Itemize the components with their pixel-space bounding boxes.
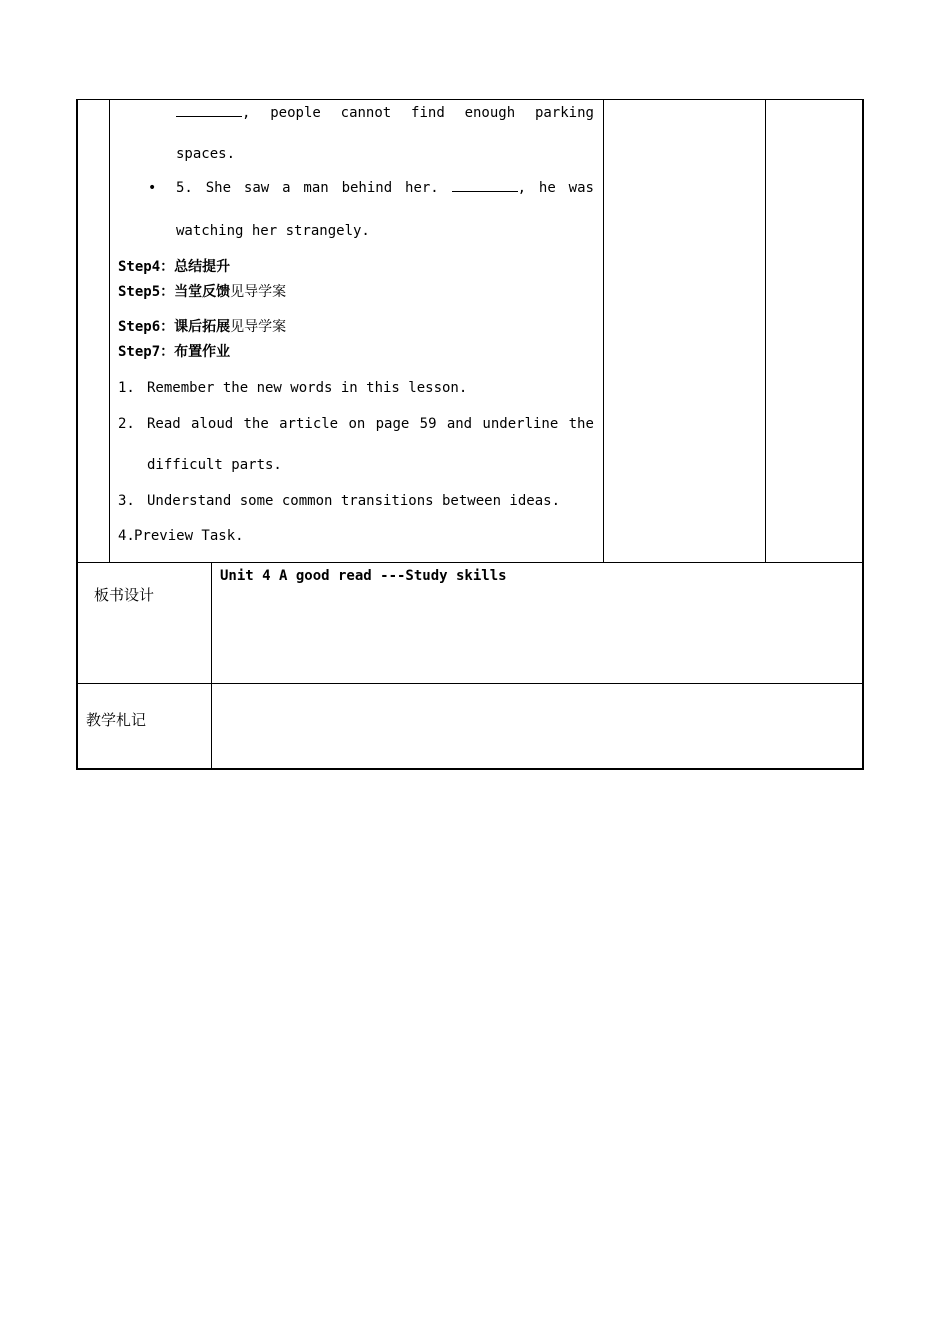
exercise-5-continuation: watching her strangely. [176,223,370,239]
homework-word: Read [147,416,181,432]
exercise-4-word: enough [464,105,516,121]
step6-label: Step6： [118,319,175,335]
step7-title: 布置作业 [174,344,231,360]
upper-table-top-border [76,99,864,100]
homework-item-3-num: 3. [118,493,135,509]
lower-table-row-divider [76,683,864,684]
step6-heading [118,318,286,336]
exercise-5-line [176,179,594,197]
homework-word: underline [482,416,559,432]
exercise-5-word: was [568,180,594,196]
lower-table-col-divider [211,562,212,769]
homework-item-1-num: 1. [118,380,135,396]
exercise-5-blank: , [452,179,526,197]
homework-item-3-text: Understand some common transitions between ideas. [147,493,561,509]
homework-word: page [375,416,410,432]
exercise-5-word: behind [341,180,393,196]
exercise-4-line [176,104,594,122]
exercise-5-word: man [303,180,329,196]
homework-item-2-continuation: difficult parts. [147,457,282,473]
exercise-5-word: a [282,180,291,196]
step4-heading [118,258,230,276]
step5-title: 当堂反馈 [174,284,231,300]
step5-label: Step5： [118,284,175,300]
upper-table-col1-divider [109,99,110,562]
exercise-4-word: cannot [340,105,392,121]
homework-word: on [348,416,366,432]
exercise-4-word: parking [534,105,594,121]
exercise-5-word: saw [243,180,270,196]
upper-table-right-border [862,99,864,769]
step7-heading [118,343,230,361]
step5-note: 见导学案 [230,284,287,300]
teaching-notes-label: 教学札记 [86,711,147,729]
homework-word: aloud [191,416,234,432]
upper-table-col3-divider [765,99,766,562]
upper-table-left-border [76,99,78,769]
homework-item-1-text: Remember the new words in this lesson. [147,380,468,396]
lower-table-bottom-border [76,768,864,770]
step7-label: Step7： [118,344,175,360]
step4-title: 总结提升 [174,259,231,275]
exercise-5-word: he [538,180,556,196]
step4-label: Step4： [118,259,175,275]
upper-table-col2-divider [603,99,604,562]
exercise-4-word: find [411,105,445,121]
homework-item-4-num: 4. [118,528,135,544]
exercise-5-word: She [205,180,232,196]
exercise-5-word: her. [405,180,439,196]
step5-heading [118,283,286,301]
bullet-icon: • [148,180,157,196]
exercise-4-word: people [270,105,321,121]
step6-note: 见导学案 [230,319,287,335]
homework-word: the [243,416,269,432]
homework-item-2-num: 2. [118,416,135,432]
exercise-5-word: 5. [176,180,193,196]
homework-word: the [568,416,594,432]
homework-word: article [279,416,339,432]
homework-item-4-text: Preview Task. [134,528,244,544]
exercise-4-continuation: spaces. [176,146,236,162]
board-design-content: Unit 4 A good read ---Study skills [220,568,507,584]
exercise-4-blank: , [176,104,250,122]
upper-table-bottom-border [76,562,864,563]
homework-word: and [446,416,473,432]
step6-title: 课后拓展 [174,319,231,335]
board-design-label: 板书设计 [94,586,155,604]
homework-word: 59 [419,416,437,432]
homework-item-2-line [147,415,594,433]
